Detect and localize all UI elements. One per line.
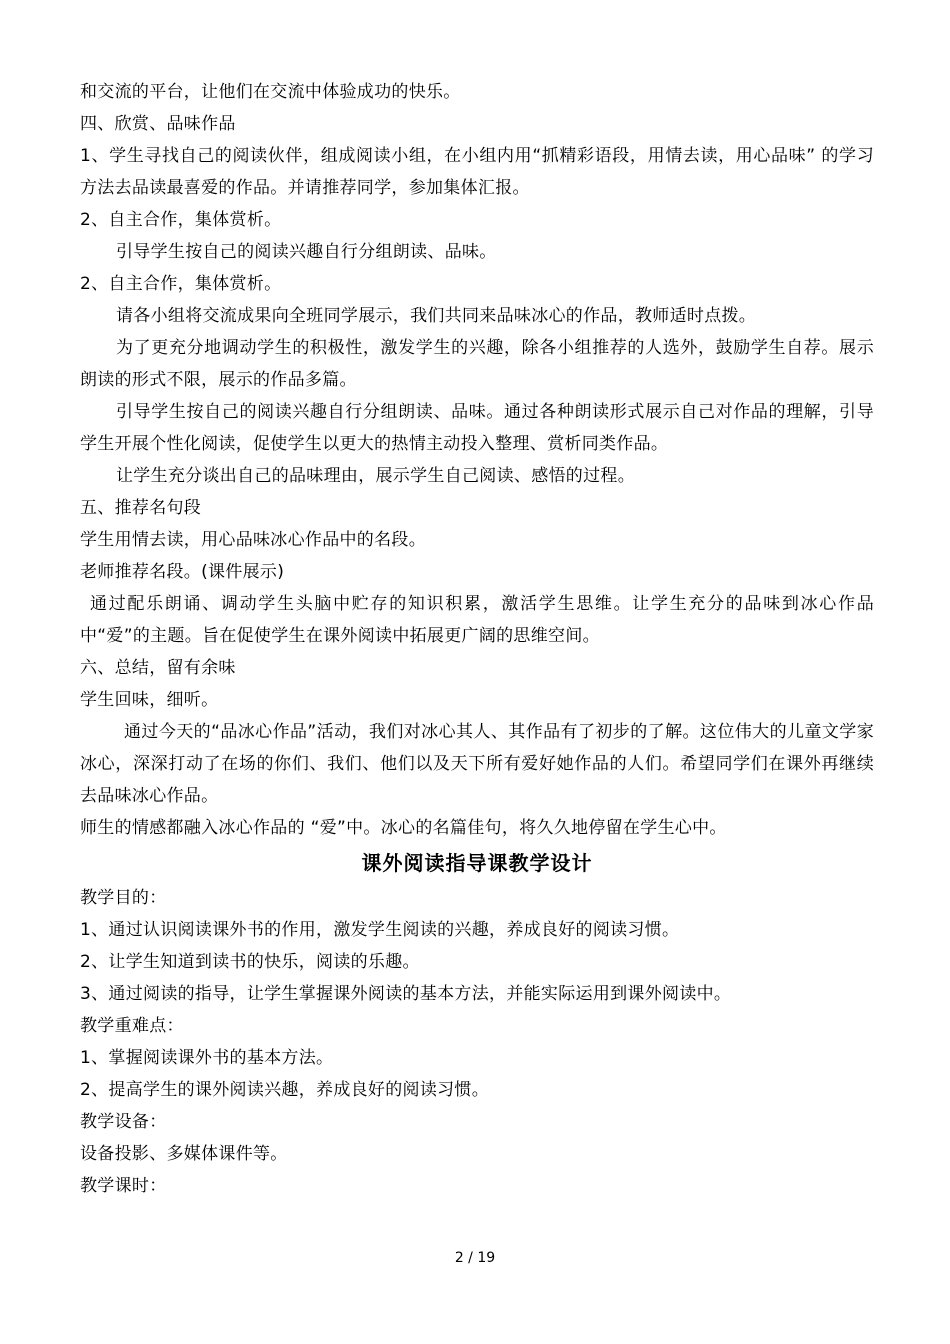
paragraph: 通过今天的“品冰心作品”活动，我们对冰心其人、其作品有了初步的了解。这位伟大的儿童文学家冰心，深深打动了在场的你们、我们、他们以及天下所有爱好她作品的人们。希望同学们在课外再继续去品味冰心作品。 <box>80 722 874 806</box>
text-line: 1、通过认识阅读课外书的作用，激发学生阅读的兴趣，养成良好的阅读习惯。 <box>80 920 680 940</box>
document-title: 课外阅读指导课教学设计 <box>361 851 593 875</box>
paragraph: 通过配乐朗诵、调动学生头脑中贮存的知识积累，激活学生思维。让学生充分的品味到冰心作品中“爱”的主题。旨在促使学生在课外阅读中拓展更广阔的思维空间。 <box>80 594 874 646</box>
text-line: 教学课时： <box>80 1176 167 1196</box>
text-line: 引导学生按自己的阅读兴趣自行分组朗读、品味。 <box>116 242 497 262</box>
text-line: 教学目的： <box>80 888 167 908</box>
page-number: 2 / 19 <box>454 1250 496 1266</box>
text-line: 学生用情去读，用心品味冰心作品中的名段。 <box>80 530 426 550</box>
text-line: 教学设备： <box>80 1112 167 1132</box>
text-line: 2、提高学生的课外阅读兴趣，养成良好的阅读习惯。 <box>80 1080 490 1100</box>
text-line: 2、自主合作，集体赏析。 <box>80 274 282 294</box>
text-line: 学生回味，细听。 <box>80 690 219 710</box>
section-heading: 四、欣赏、品味作品 <box>80 114 236 134</box>
paragraph: 为了更充分地调动学生的积极性，激发学生的兴趣，除各小组推荐的人选外，鼓励学生自荐。展示朗读的形式不限，展示的作品多篇。 <box>80 338 874 390</box>
text-line: 师生的情感都融入冰心作品的 “爱”中。冰心的名篇佳句，将久久地停留在学生心中。 <box>80 818 727 838</box>
paragraph: 1、学生寻找自己的阅读伙伴，组成阅读小组，在小组内用“抓精彩语段，用情去读，用心品味” 的学习方法去品读最喜爱的作品。并请推荐同学，参加集体汇报。 <box>80 146 874 198</box>
paragraph: 引导学生按自己的阅读兴趣自行分组朗读、品味。通过各种朗读形式展示自己对作品的理解，引导学生开展个性化阅读，促使学生以更大的热情主动投入整理、赏析同类作品。 <box>80 402 874 454</box>
text-line: 让学生充分谈出自己的品味理由，展示学生自己阅读、感悟的过程。 <box>116 466 635 486</box>
section-heading: 五、推荐名句段 <box>80 498 202 518</box>
text-line: 3、通过阅读的指导，让学生掌握课外阅读的基本方法，并能实际运用到课外阅读中。 <box>80 984 732 1004</box>
text-line: 老师推荐名段。(课件展示) <box>80 562 285 582</box>
text-line: 和交流的平台，让他们在交流中体验成功的快乐。 <box>80 82 461 102</box>
text-line: 设备投影、多媒体课件等。 <box>80 1144 288 1164</box>
section-heading: 六、总结，留有余味 <box>80 658 236 678</box>
text-line: 2、让学生知道到读书的快乐，阅读的乐趣。 <box>80 952 420 972</box>
text-line: 请各小组将交流成果向全班同学展示，我们共同来品味冰心的作品，教师适时点拨。 <box>116 306 757 326</box>
document-body <box>80 76 874 1202</box>
text-line: 1、掌握阅读课外书的基本方法。 <box>80 1048 334 1068</box>
text-line: 2、自主合作，集体赏析。 <box>80 210 282 230</box>
text-line: 教学重难点： <box>80 1016 184 1036</box>
